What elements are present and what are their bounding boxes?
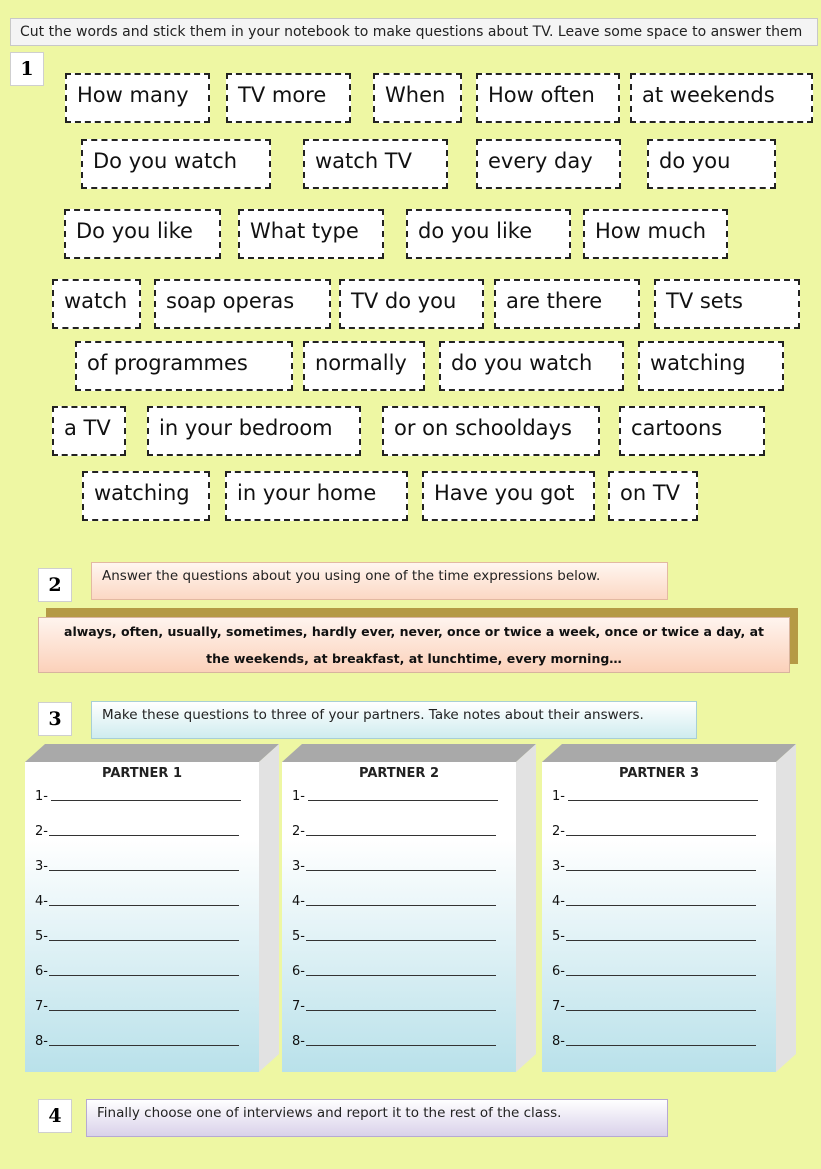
partner-box-side <box>516 744 536 1072</box>
section3-instruction: Make these questions to three of your partners. Take notes about their answers. <box>91 701 697 739</box>
answer-line[interactable] <box>292 859 305 874</box>
answer-number: 7- <box>35 999 48 1014</box>
word-card[interactable]: When <box>373 73 462 123</box>
word-card[interactable]: Have you got <box>422 471 595 521</box>
partner-3-box <box>542 744 796 1072</box>
time-expressions-box <box>38 617 790 673</box>
word-card[interactable]: watching <box>82 471 210 521</box>
answer-number: 2- <box>552 824 565 839</box>
word-card[interactable]: do you like <box>406 209 571 259</box>
partner-title: PARTNER 2 <box>358 766 440 781</box>
answer-line[interactable] <box>552 999 565 1014</box>
answer-line[interactable] <box>35 859 48 874</box>
answer-number: 7- <box>552 999 565 1014</box>
answer-line[interactable] <box>35 1034 48 1049</box>
word-card[interactable]: How often <box>476 73 620 123</box>
answer-number: 3- <box>35 859 48 874</box>
answer-number: 8- <box>292 1034 305 1049</box>
partner-box-top <box>282 744 536 762</box>
partner-1-box <box>25 744 279 1072</box>
answer-line[interactable] <box>35 894 48 909</box>
answer-line[interactable] <box>35 789 48 804</box>
answer-line[interactable] <box>292 929 305 944</box>
answer-line[interactable] <box>35 964 48 979</box>
word-card[interactable]: watching <box>638 341 784 391</box>
answer-number: 2- <box>35 824 48 839</box>
partner-title: PARTNER 1 <box>101 766 183 781</box>
word-card[interactable]: on TV <box>608 471 698 521</box>
section-number-1: 1 <box>10 52 44 86</box>
partner-box-side <box>776 744 796 1072</box>
word-card[interactable]: soap operas <box>154 279 331 329</box>
word-card[interactable]: TV more <box>226 73 351 123</box>
word-card[interactable]: TV do you <box>339 279 484 329</box>
answer-line[interactable] <box>292 1034 305 1049</box>
answer-number: 5- <box>35 929 48 944</box>
answer-line[interactable] <box>35 929 48 944</box>
answer-number: 3- <box>552 859 565 874</box>
word-card[interactable]: How many <box>65 73 210 123</box>
partner-2-box <box>282 744 536 1072</box>
partner-box-side <box>259 744 279 1072</box>
answer-line[interactable] <box>552 789 565 804</box>
answer-number: 3- <box>292 859 305 874</box>
word-card[interactable]: do you <box>647 139 776 189</box>
answer-number: 8- <box>35 1034 48 1049</box>
answer-number: 6- <box>35 964 48 979</box>
answer-line[interactable] <box>552 894 565 909</box>
section-number-2: 2 <box>38 568 72 602</box>
answer-number: 1- <box>35 789 48 804</box>
section-number-4: 4 <box>38 1099 72 1133</box>
word-card[interactable]: in your bedroom <box>147 406 361 456</box>
time-expressions-line1: always, often, usually, sometimes, hardly ever, never, once or twice a week, once or twice a day, at <box>64 624 764 639</box>
answer-line[interactable] <box>292 789 305 804</box>
time-expressions-line2: the weekends, at breakfast, at lunchtime, every morning… <box>206 651 622 666</box>
answer-line[interactable] <box>292 894 305 909</box>
word-card[interactable]: at weekends <box>630 73 813 123</box>
answer-line[interactable] <box>552 964 565 979</box>
answer-line[interactable] <box>552 824 565 839</box>
partner-box-front <box>282 762 516 1072</box>
answer-number: 6- <box>292 964 305 979</box>
answer-number: 5- <box>292 929 305 944</box>
answer-number: 6- <box>552 964 565 979</box>
answer-number: 7- <box>292 999 305 1014</box>
word-card[interactable]: watch <box>52 279 141 329</box>
instruction-bar: Cut the words and stick them in your notebook to make questions about TV. Leave some space to answer them <box>10 18 818 46</box>
answer-line[interactable] <box>35 824 48 839</box>
word-card[interactable]: of programmes <box>75 341 293 391</box>
answer-number: 4- <box>35 894 48 909</box>
word-card[interactable]: How much <box>583 209 728 259</box>
partner-box-top <box>25 744 279 762</box>
partner-box-front <box>542 762 776 1072</box>
word-card[interactable]: or on schooldays <box>382 406 600 456</box>
answer-number: 1- <box>552 789 565 804</box>
word-card[interactable]: Do you watch <box>81 139 271 189</box>
word-card[interactable]: watch TV <box>303 139 448 189</box>
word-card[interactable]: TV sets <box>654 279 800 329</box>
answer-line[interactable] <box>292 964 305 979</box>
word-card[interactable]: do you watch <box>439 341 624 391</box>
answer-number: 8- <box>552 1034 565 1049</box>
word-card[interactable]: Do you like <box>64 209 221 259</box>
word-card[interactable]: normally <box>303 341 425 391</box>
answer-number: 5- <box>552 929 565 944</box>
section4-instruction: Finally choose one of interviews and report it to the rest of the class. <box>86 1099 668 1137</box>
word-card[interactable]: a TV <box>52 406 126 456</box>
answer-line[interactable] <box>552 929 565 944</box>
answer-number: 2- <box>292 824 305 839</box>
answer-line[interactable] <box>552 1034 565 1049</box>
answer-line[interactable] <box>292 999 305 1014</box>
answer-line[interactable] <box>292 824 305 839</box>
partner-box-front <box>25 762 259 1072</box>
word-card[interactable]: cartoons <box>619 406 765 456</box>
word-card[interactable]: What type <box>238 209 384 259</box>
section-number-3: 3 <box>38 702 72 736</box>
section2-instruction: Answer the questions about you using one of the time expressions below. <box>91 562 668 600</box>
answer-line[interactable] <box>552 859 565 874</box>
answer-number: 1- <box>292 789 305 804</box>
word-card[interactable]: in your home <box>225 471 408 521</box>
answer-number: 4- <box>552 894 565 909</box>
word-card[interactable]: are there <box>494 279 640 329</box>
word-card[interactable]: every day <box>476 139 621 189</box>
answer-number: 4- <box>292 894 305 909</box>
partner-title: PARTNER 3 <box>618 766 700 781</box>
answer-line[interactable] <box>35 999 48 1014</box>
partner-box-top <box>542 744 796 762</box>
